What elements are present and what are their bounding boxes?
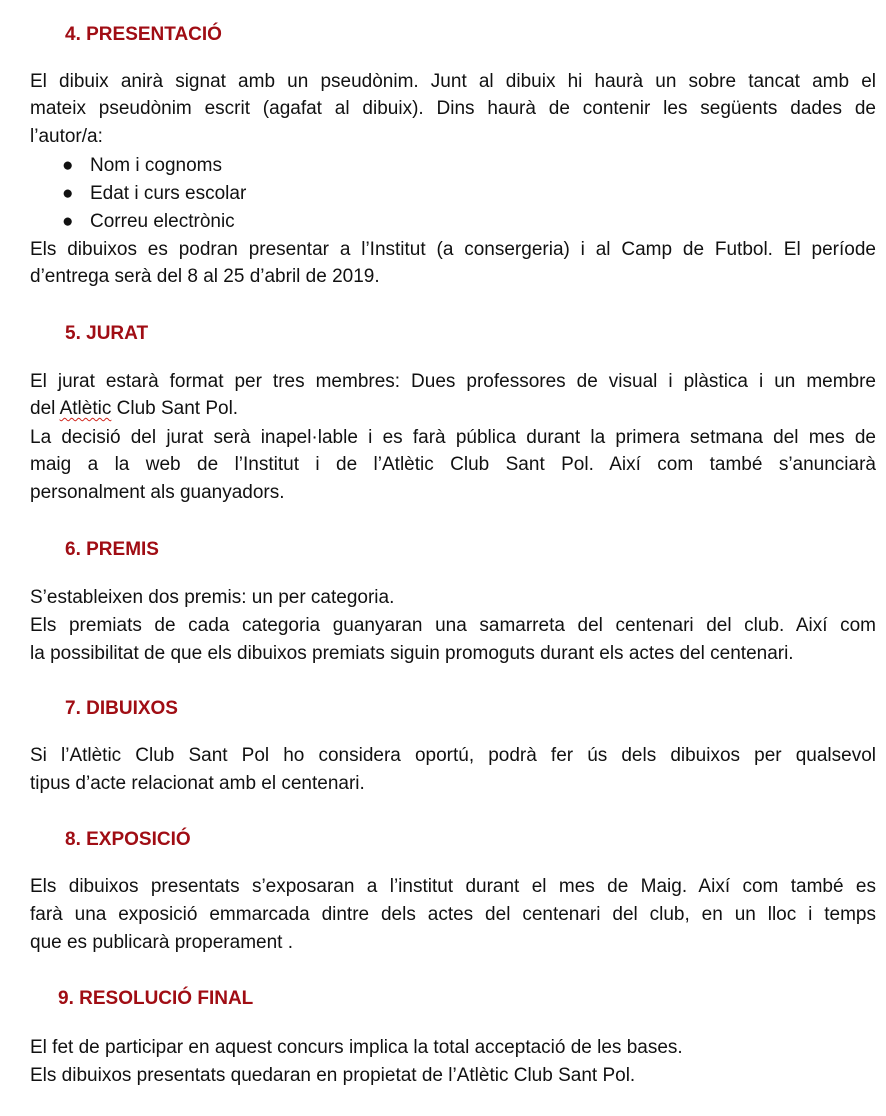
- body-line: La decisió del jurat serà inapel·lable i es farà pública durant la primera setmana del mes de: [30, 427, 876, 448]
- bullet-icon: ●: [62, 155, 74, 176]
- body-line: Els dibuixos es podran presentar a l’Institut (a consergeria) i al Camp de Futbol. El període: [30, 239, 876, 260]
- body-line: Si l’Atlètic Club Sant Pol ho considera oportú, podrà fer ús dels dibuixos per qualsevol: [30, 745, 876, 766]
- section-heading-presentacio: 4. PRESENTACIÓ: [65, 24, 222, 45]
- body-line: El dibuix anirà signat amb un pseudònim. Junt al dibuix hi haurà un sobre tancat amb el: [30, 71, 876, 92]
- body-line: S’estableixen dos premis: un per categoria.: [30, 587, 395, 608]
- list-item-text: Nom i cognoms: [90, 155, 222, 176]
- body-line: que es publicarà properament .: [30, 932, 293, 953]
- body-line: farà una exposició emmarcada dintre dels actes del centenari del club, en un lloc i temps: [30, 904, 876, 925]
- body-line: maig a la web de l’Institut i de l’Atlètic Club Sant Pol. Així com també s’anunciarà: [30, 454, 876, 475]
- section-heading-jurat: 5. JURAT: [65, 323, 149, 344]
- section-heading-exposicio: 8. EXPOSICIÓ: [65, 829, 191, 850]
- body-line: personalment als guanyadors.: [30, 482, 285, 503]
- bullet-icon: ●: [62, 211, 74, 232]
- body-line: Els dibuixos presentats quedaran en propietat de l’Atlètic Club Sant Pol.: [30, 1065, 636, 1086]
- body-line: Els dibuixos presentats s’exposaran a l’institut durant el mes de Maig. Així com també es: [30, 876, 876, 897]
- section-heading-premis: 6. PREMIS: [65, 539, 159, 560]
- section-heading-dibuixos: 7. DIBUIXOS: [65, 698, 178, 719]
- body-line: mateix pseudònim escrit (agafat al dibuix). Dins haurà de contenir les següents dades de: [30, 98, 876, 119]
- body-line: Els premiats de cada categoria guanyaran una samarreta del centenari del club. Així com: [30, 615, 876, 636]
- list-item: [62, 208, 235, 236]
- text-run: del: [30, 398, 60, 419]
- list-item: [62, 152, 222, 180]
- body-line: El fet de participar en aquest concurs implica la total acceptació de les bases.: [30, 1037, 683, 1058]
- body-line: l’autor/a:: [30, 126, 103, 147]
- list-item: [62, 180, 246, 208]
- body-line: El jurat estarà format per tres membres: Dues professores de visual i plàstica i un membre: [30, 371, 876, 392]
- list-item-text: Edat i curs escolar: [90, 183, 247, 204]
- text-run: Club Sant Pol.: [111, 398, 239, 419]
- body-line: [30, 395, 876, 423]
- section-heading-resolucio-final: 9. RESOLUCIÓ FINAL: [58, 988, 254, 1009]
- body-line: d’entrega serà del 8 al 25 d’abril de 2019.: [30, 266, 380, 287]
- body-line: la possibilitat de que els dibuixos premiats siguin promoguts durant els actes del centenari.: [30, 643, 794, 664]
- list-item-text: Correu electrònic: [90, 211, 235, 232]
- spellcheck-flagged-word[interactable]: Atlètic: [59, 398, 112, 419]
- bullet-icon: ●: [62, 183, 74, 204]
- body-line: tipus d’acte relacionat amb el centenari.: [30, 773, 365, 794]
